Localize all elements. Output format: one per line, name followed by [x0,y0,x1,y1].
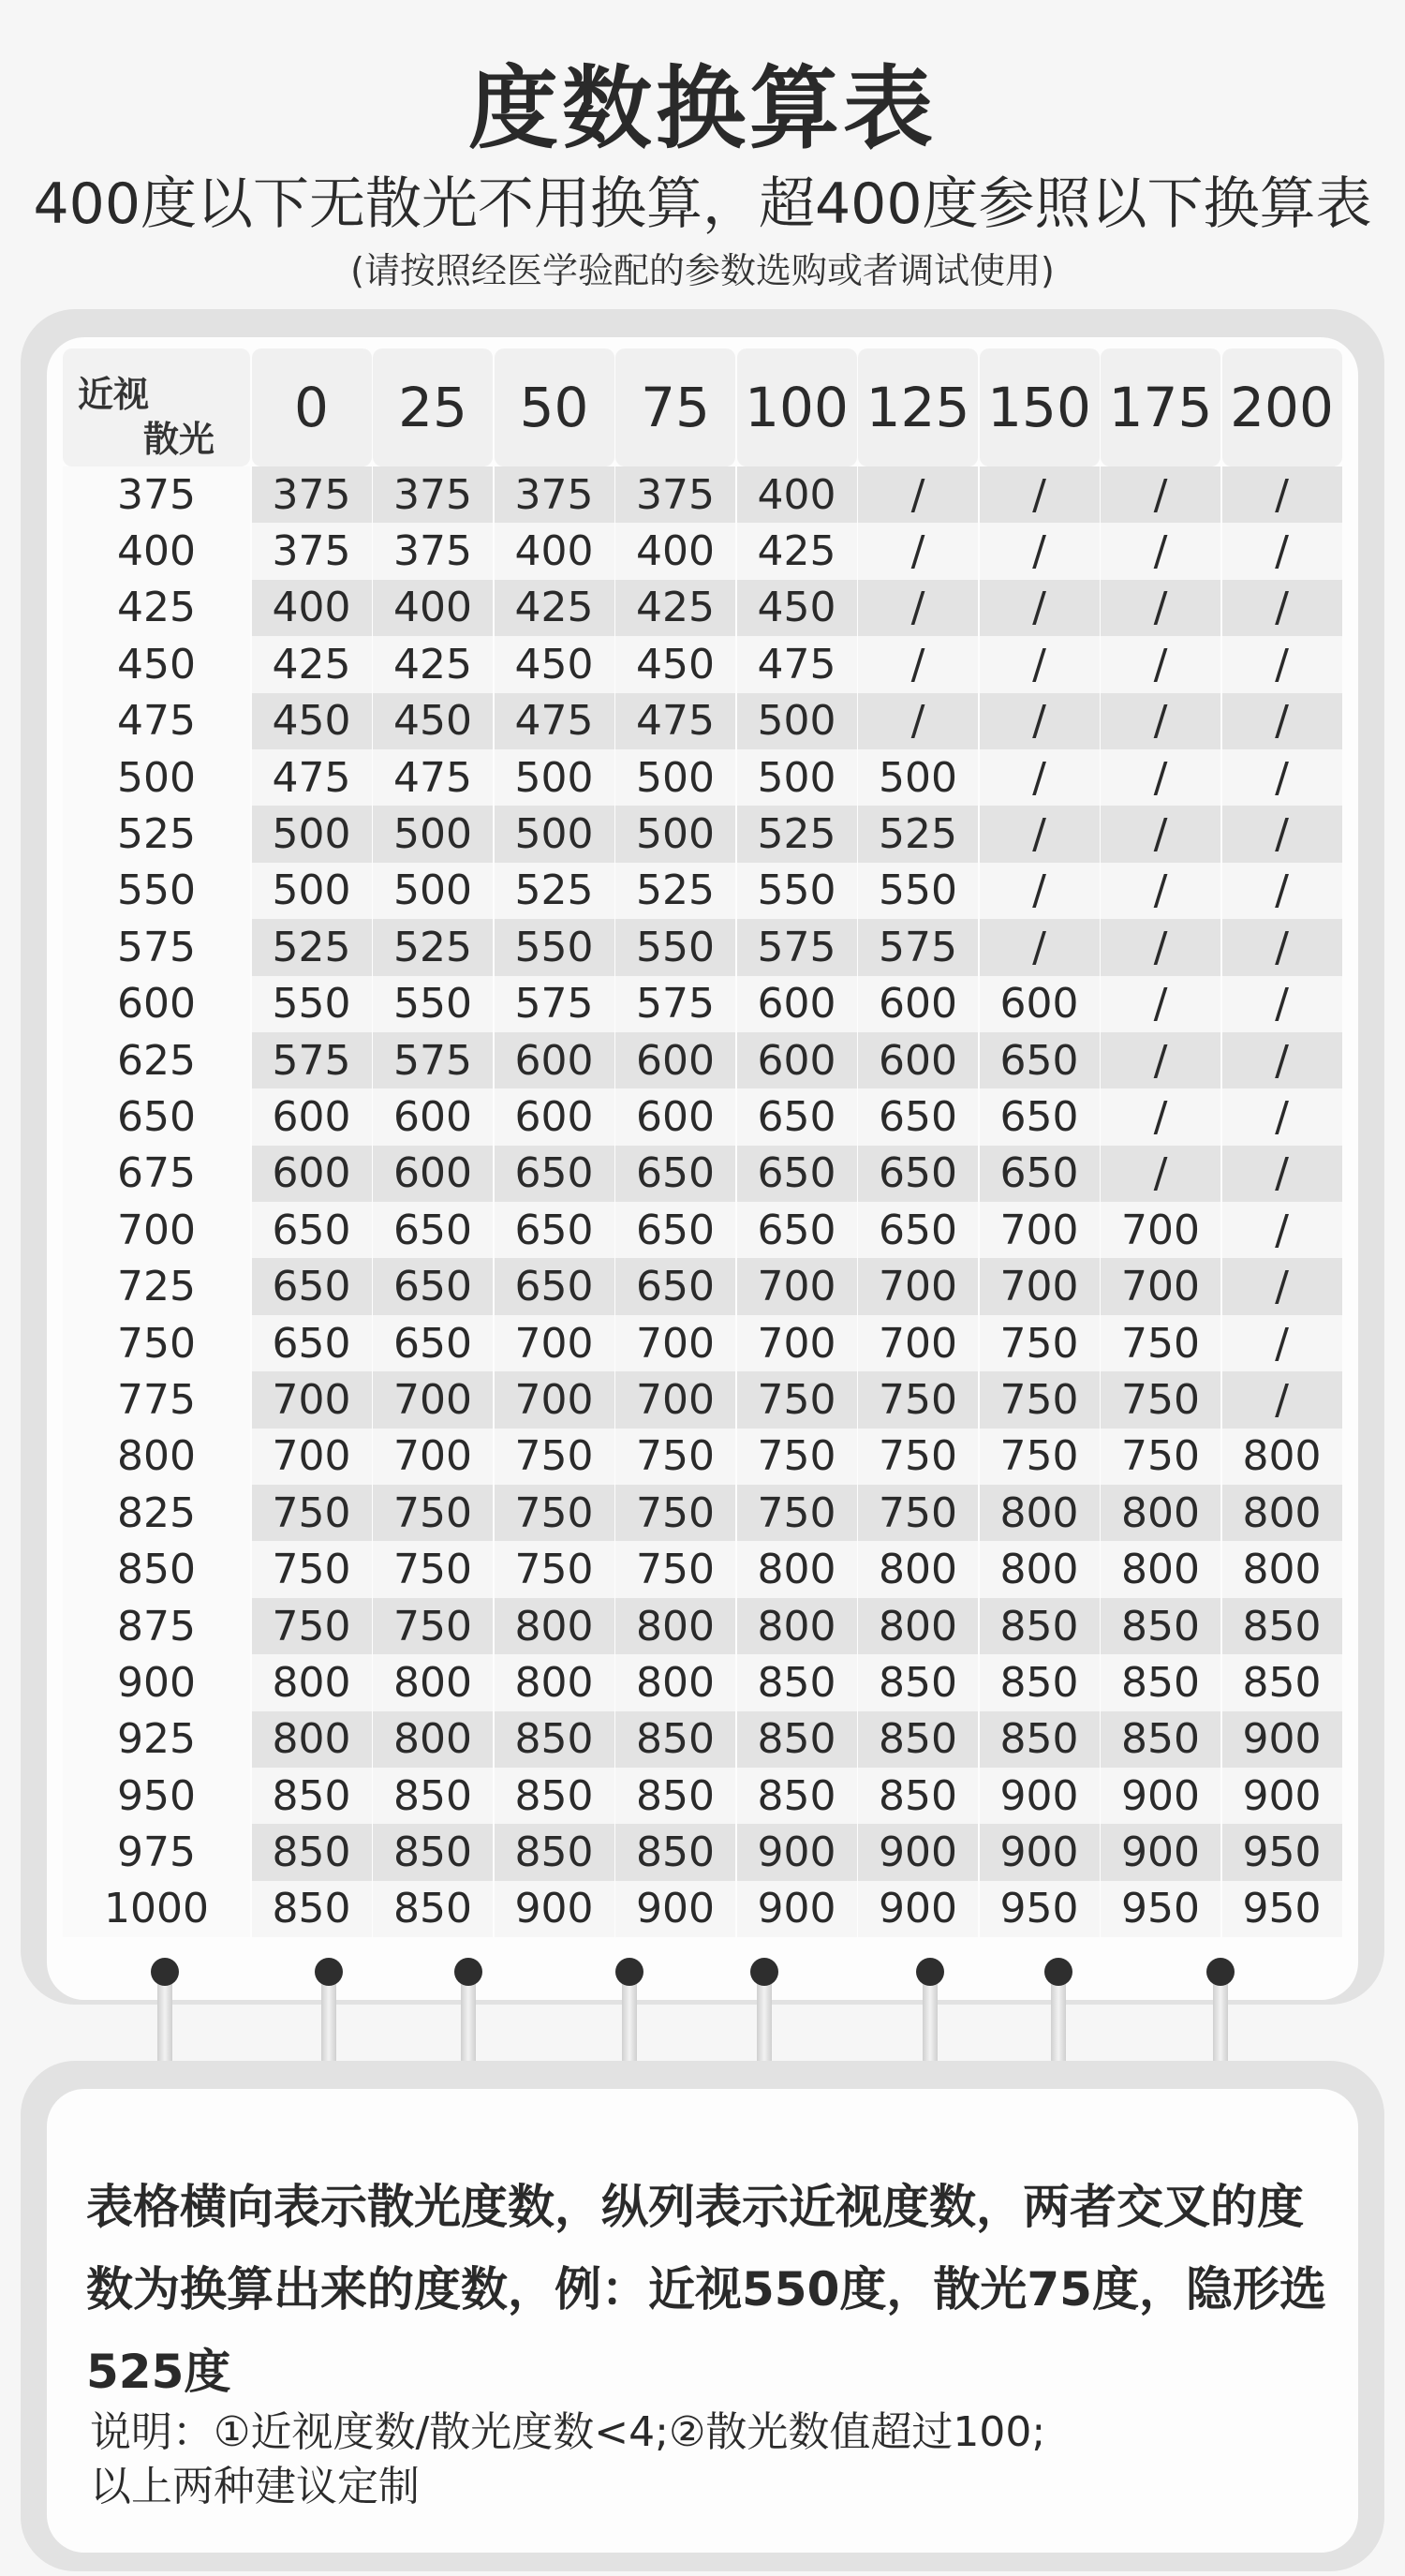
table-cell: 475 [737,636,857,692]
table-cell: 750 [495,1541,614,1597]
table-cell: 900 [1101,1768,1220,1824]
table-cell: 800 [1222,1429,1342,1485]
table-cell: 650 [252,1202,372,1258]
table-cell: / [1222,580,1342,636]
table-cell: 800 [1101,1485,1220,1541]
explanation-line-2: 以上两种建议定制 [90,2463,420,2510]
table-cell: 750 [737,1485,857,1541]
table-cell: 400 [495,523,614,579]
table-cell: / [980,863,1100,919]
table-cell: 700 [495,1315,614,1371]
binder-hole [454,1958,482,1986]
table-cell: 700 [737,1315,857,1371]
table-cell: 750 [980,1429,1100,1485]
table-cell: 475 [373,749,493,806]
table-cell: 900 [1222,1768,1342,1824]
table-cell: 650 [980,1032,1100,1088]
table-cell: 700 [980,1258,1100,1314]
table-cell: 750 [858,1485,978,1541]
table-cell: 800 [252,1654,372,1710]
table-cell: 600 [495,1088,614,1145]
corner-astig-label: 散光 [143,419,215,460]
binder-hole [1044,1958,1072,1986]
table-cell: 650 [737,1202,857,1258]
table-cell: 700 [252,1429,372,1485]
table-cell: / [1101,466,1220,523]
table-cell: 750 [252,1485,372,1541]
table-cell: 850 [252,1768,372,1824]
table-cell: / [1222,693,1342,749]
table-cell: 375 [615,466,735,523]
table-cell: / [1222,523,1342,579]
myopia-label: 500 [63,749,250,806]
table-cell: / [980,749,1100,806]
table-cell: 600 [858,1032,978,1088]
table-cell: / [1222,1315,1342,1371]
table-cell: 650 [615,1202,735,1258]
table-cell: / [1101,1146,1220,1202]
table-cell: / [980,523,1100,579]
myopia-label: 800 [63,1429,250,1485]
table-cell: 600 [495,1032,614,1088]
table-cell: 600 [373,1088,493,1145]
myopia-label: 900 [63,1654,250,1710]
table-cell: 850 [1101,1711,1220,1768]
table-cell: 550 [737,863,857,919]
table-cell: / [980,806,1100,862]
table-cell: 650 [373,1258,493,1314]
table-cell: 750 [858,1371,978,1428]
table-cell: / [1101,806,1220,862]
table-cell: 800 [495,1598,614,1654]
table-cell: 750 [858,1429,978,1485]
myopia-label: 775 [63,1371,250,1428]
table-cell: 500 [737,749,857,806]
table-cell: 525 [737,806,857,862]
table-cell: / [1101,636,1220,692]
myopia-label: 875 [63,1598,250,1654]
table-cell: / [1101,580,1220,636]
table-cell: 750 [1101,1371,1220,1428]
table-cell: 750 [980,1371,1100,1428]
table-cell: 700 [737,1258,857,1314]
myopia-label: 975 [63,1824,250,1880]
myopia-label: 650 [63,1088,250,1145]
usage-note: (请按照经医学验配的参数选购或者调试使用) [350,250,1055,291]
table-cell: 900 [1101,1824,1220,1880]
table-cell: 800 [615,1654,735,1710]
table-cell: 800 [373,1654,493,1710]
myopia-label: 675 [63,1146,250,1202]
astig-header-50: 50 [495,348,614,466]
table-cell: 900 [737,1881,857,1937]
myopia-label: 850 [63,1541,250,1597]
binder-hole [315,1958,343,1986]
table-cell: 700 [495,1371,614,1428]
table-cell: / [858,466,978,523]
table-cell: 850 [737,1711,857,1768]
table-cell: / [1222,1258,1342,1314]
table-cell: 425 [252,636,372,692]
table-cell: 425 [495,580,614,636]
table-cell: 950 [1222,1881,1342,1937]
table-cell: 950 [1222,1824,1342,1880]
table-cell: 475 [615,693,735,749]
table-cell: 850 [252,1824,372,1880]
table-cell: 900 [615,1881,735,1937]
myopia-label: 600 [63,976,250,1032]
table-cell: 750 [615,1541,735,1597]
table-cell: 600 [252,1146,372,1202]
table-cell: 375 [252,466,372,523]
astig-header-200: 200 [1222,348,1342,466]
table-cell: 800 [615,1598,735,1654]
binder-hole [916,1958,944,1986]
table-cell: / [1101,976,1220,1032]
table-corner-header [63,348,250,466]
table-cell: 650 [495,1146,614,1202]
table-cell: / [1101,693,1220,749]
table-cell: 800 [1222,1541,1342,1597]
table-cell: 425 [615,580,735,636]
table-cell: 850 [373,1768,493,1824]
table-cell: 400 [737,466,857,523]
table-cell: 600 [980,976,1100,1032]
table-cell: 500 [373,806,493,862]
table-cell: 375 [373,523,493,579]
table-cell: 900 [737,1824,857,1880]
table-cell: / [858,523,978,579]
myopia-label: 1000 [63,1881,250,1937]
table-cell: 700 [373,1371,493,1428]
binder-hole [615,1958,643,1986]
table-cell: 850 [495,1768,614,1824]
table-cell: 475 [252,749,372,806]
myopia-label: 700 [63,1202,250,1258]
myopia-label: 925 [63,1711,250,1768]
table-cell: 850 [252,1881,372,1937]
table-cell: 550 [252,976,372,1032]
table-cell: 525 [373,919,493,975]
table-cell: / [1222,1146,1342,1202]
corner-myopia-label: 近视 [78,374,150,415]
table-cell: 900 [858,1824,978,1880]
table-cell: 850 [615,1768,735,1824]
table-cell: 850 [737,1768,857,1824]
table-cell: 750 [495,1429,614,1485]
table-cell: 750 [615,1485,735,1541]
table-cell: / [980,919,1100,975]
table-cell: 600 [373,1146,493,1202]
table-cell: 850 [495,1824,614,1880]
table-cell: 650 [615,1258,735,1314]
binder-hole [750,1958,778,1986]
table-cell: 575 [495,976,614,1032]
table-cell: 700 [980,1202,1100,1258]
table-cell: 650 [495,1258,614,1314]
table-cell: 850 [1101,1654,1220,1710]
table-cell: 600 [737,1032,857,1088]
table-cell: 850 [858,1654,978,1710]
table-cell: 850 [373,1824,493,1880]
table-cell: 650 [858,1202,978,1258]
myopia-label: 750 [63,1315,250,1371]
table-cell: / [1101,1032,1220,1088]
table-cell: 800 [373,1711,493,1768]
table-cell: 650 [615,1146,735,1202]
table-cell: 950 [1101,1881,1220,1937]
table-cell: 575 [252,1032,372,1088]
table-cell: 600 [737,976,857,1032]
myopia-label: 375 [63,466,250,523]
astig-header-150: 150 [980,348,1100,466]
table-cell: 750 [737,1429,857,1485]
table-cell: 400 [373,580,493,636]
table-cell: 750 [252,1598,372,1654]
table-cell: 900 [495,1881,614,1937]
table-cell: 600 [252,1088,372,1145]
table-cell: 700 [373,1429,493,1485]
myopia-label: 475 [63,693,250,749]
table-cell: 450 [252,693,372,749]
table-cell: 700 [1101,1202,1220,1258]
table-cell: 550 [615,919,735,975]
table-cell: 850 [1101,1598,1220,1654]
myopia-label: 400 [63,523,250,579]
myopia-label: 725 [63,1258,250,1314]
table-cell: 850 [858,1768,978,1824]
table-cell: 575 [737,919,857,975]
table-cell: 375 [373,466,493,523]
table-cell: 800 [495,1654,614,1710]
table-cell: 500 [615,806,735,862]
table-cell: 650 [737,1146,857,1202]
binder-hole [151,1958,179,1986]
table-cell: 700 [615,1371,735,1428]
table-cell: 425 [737,523,857,579]
astig-header-100: 100 [737,348,857,466]
table-cell: 750 [615,1429,735,1485]
table-cell: 800 [980,1485,1100,1541]
table-cell: 550 [495,919,614,975]
table-cell: 900 [1222,1711,1342,1768]
table-cell: 700 [615,1315,735,1371]
table-description: 表格横向表示散光度数，纵列表示近视度数，两者交叉的度数为换算出来的度数，例：近视550度，散光75度，隐形选525度 [86,2180,1326,2399]
table-cell: 800 [252,1711,372,1768]
myopia-label: 625 [63,1032,250,1088]
table-cell: 750 [252,1541,372,1597]
table-cell: 400 [252,580,372,636]
table-cell: / [1222,1371,1342,1428]
table-cell: 700 [858,1315,978,1371]
table-cell: / [1222,1202,1342,1258]
myopia-label: 825 [63,1485,250,1541]
table-cell: 575 [373,1032,493,1088]
table-cell: / [1222,806,1342,862]
table-cell: 600 [858,976,978,1032]
table-cell: / [1101,863,1220,919]
table-cell: 575 [615,976,735,1032]
table-cell: 850 [858,1711,978,1768]
table-cell: 650 [737,1088,857,1145]
table-cell: 650 [495,1202,614,1258]
table-cell: 750 [1101,1429,1220,1485]
table-cell: 700 [252,1371,372,1428]
table-cell: 800 [1222,1485,1342,1541]
table-cell: / [1222,466,1342,523]
binder-hole [1206,1958,1235,1986]
table-cell: / [980,636,1100,692]
table-cell: 750 [1101,1315,1220,1371]
table-cell: 500 [858,749,978,806]
table-cell: / [858,636,978,692]
table-cell: 650 [858,1146,978,1202]
table-cell: / [1101,749,1220,806]
table-cell: 900 [980,1768,1100,1824]
table-cell: 550 [858,863,978,919]
table-cell: / [858,580,978,636]
table-cell: 650 [980,1146,1100,1202]
table-cell: 850 [615,1824,735,1880]
astig-header-25: 25 [373,348,493,466]
table-cell: 575 [858,919,978,975]
table-cell: 500 [252,806,372,862]
table-cell: 850 [373,1881,493,1937]
table-cell: / [1222,919,1342,975]
table-cell: 450 [373,693,493,749]
table-cell: 450 [737,580,857,636]
table-cell: / [858,693,978,749]
table-cell: 500 [373,863,493,919]
table-cell: / [1222,976,1342,1032]
myopia-label: 525 [63,806,250,862]
table-cell: 850 [980,1598,1100,1654]
table-cell: 425 [373,636,493,692]
table-cell: 600 [615,1088,735,1145]
astig-header-125: 125 [858,348,978,466]
table-cell: 525 [858,806,978,862]
table-cell: 800 [858,1541,978,1597]
table-cell: 475 [495,693,614,749]
table-cell: / [1222,863,1342,919]
table-cell: 850 [737,1654,857,1710]
page-subtitle: 400度以下无散光不用换算，超400度参照以下换算表 [33,171,1372,237]
conversion-table [63,348,1337,1937]
myopia-label: 425 [63,580,250,636]
table-cell: 750 [737,1371,857,1428]
table-cell: 750 [980,1315,1100,1371]
table-cell: 950 [980,1881,1100,1937]
table-cell: / [980,693,1100,749]
table-cell: 550 [373,976,493,1032]
table-cell: 750 [495,1485,614,1541]
page-title: 度数换算表 [468,56,937,161]
astig-header-0: 0 [252,348,372,466]
myopia-label: 450 [63,636,250,692]
table-cell: 750 [373,1598,493,1654]
astig-header-75: 75 [615,348,735,466]
table-cell: 850 [615,1711,735,1768]
table-cell: 525 [252,919,372,975]
table-cell: 375 [252,523,372,579]
table-cell: 850 [1222,1654,1342,1710]
table-cell: / [1222,749,1342,806]
table-cell: 500 [615,749,735,806]
myopia-label: 950 [63,1768,250,1824]
table-cell: 750 [373,1541,493,1597]
table-cell: 700 [858,1258,978,1314]
explanation-line-1: 说明：①近视度数/散光度数<4;②散光数值超过100; [90,2408,1046,2456]
table-cell: 600 [615,1032,735,1088]
table-cell: 500 [252,863,372,919]
table-cell: 800 [1101,1541,1220,1597]
table-cell: 500 [737,693,857,749]
table-cell: / [980,580,1100,636]
table-cell: 650 [252,1258,372,1314]
table-cell: 800 [737,1598,857,1654]
table-cell: 650 [980,1088,1100,1145]
table-cell: 450 [615,636,735,692]
table-cell: 800 [980,1541,1100,1597]
table-cell: 525 [615,863,735,919]
table-cell: 500 [495,806,614,862]
table-cell: 700 [1101,1258,1220,1314]
table-cell: 525 [495,863,614,919]
table-cell: / [1101,1088,1220,1145]
myopia-label: 550 [63,863,250,919]
table-cell: 850 [495,1711,614,1768]
table-cell: 850 [1222,1598,1342,1654]
table-cell: 900 [980,1824,1100,1880]
table-cell: 650 [373,1202,493,1258]
table-cell: / [1222,1032,1342,1088]
myopia-label: 575 [63,919,250,975]
table-cell: 750 [373,1485,493,1541]
table-cell: 450 [495,636,614,692]
table-cell: / [980,466,1100,523]
table-cell: 500 [495,749,614,806]
explanation-text [90,2406,1308,2514]
table-cell: / [1222,1088,1342,1145]
astig-header-175: 175 [1101,348,1220,466]
table-cell: 800 [858,1598,978,1654]
table-cell: 850 [980,1711,1100,1768]
table-cell: 375 [495,466,614,523]
table-cell: / [1101,523,1220,579]
table-cell: 650 [252,1315,372,1371]
table-cell: 650 [858,1088,978,1145]
table-cell: 800 [737,1541,857,1597]
table-cell: 900 [858,1881,978,1937]
table-cell: / [1101,919,1220,975]
table-cell: / [1222,636,1342,692]
table-cell: 400 [615,523,735,579]
table-cell: 850 [980,1654,1100,1710]
table-cell: 650 [373,1315,493,1371]
